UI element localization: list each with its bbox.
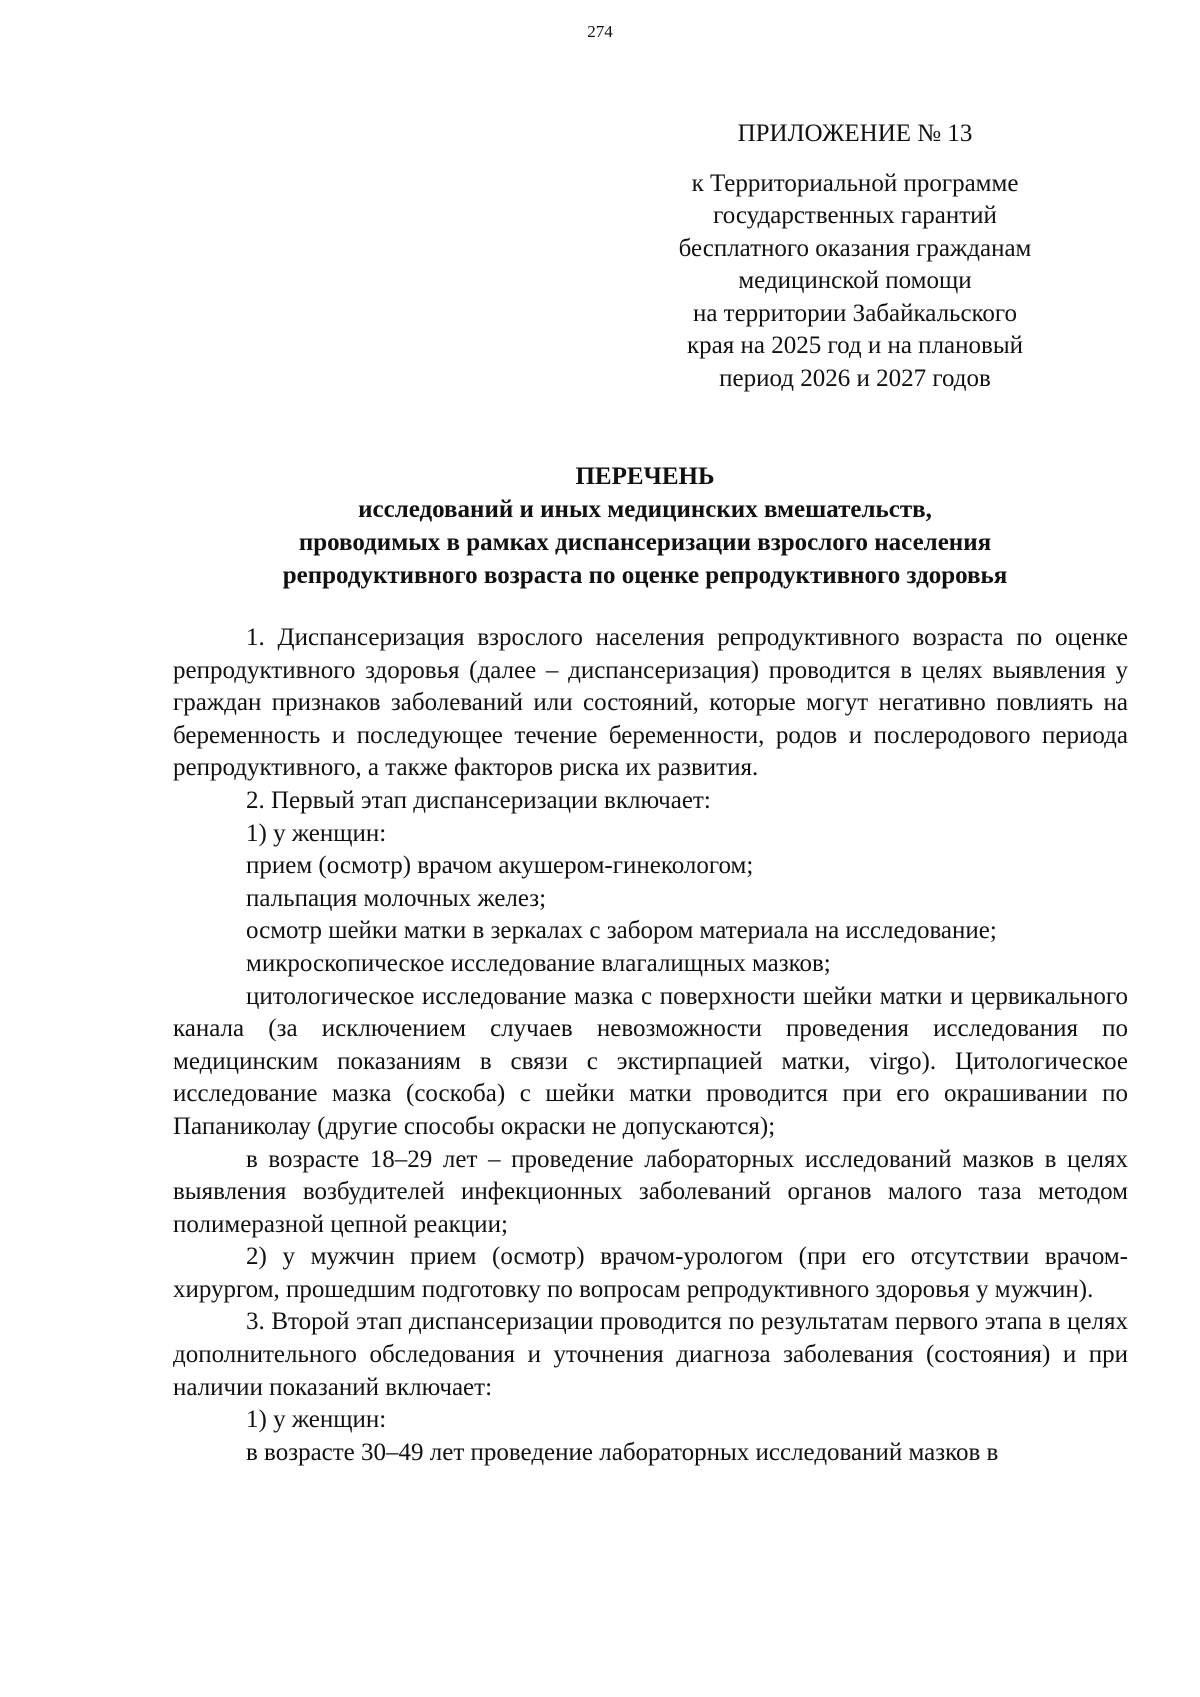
- body-paragraph: пальпация молочных желез;: [246, 884, 547, 912]
- appendix-line: на территории Забайкальского: [692, 299, 1018, 327]
- appendix-title: ПРИЛОЖЕНИЕ № 13: [737, 120, 973, 147]
- body-paragraph: цитологическое исследование мазка с поверхности шейки матки и цервикального канала (за исключением случаев невозможности проведения исследования по медицинским показаниям в связи с экстирпацией матки, virgo). Цитологическое исследование мазка (соскоба) с шейки матки проводится при его окрашивании по Папаниколау (другие способы окраски не допускаются);: [173, 982, 1128, 1140]
- document-heading: ПЕРЕЧЕНЬ: [575, 463, 715, 490]
- appendix-header: [620, 118, 1090, 395]
- body-paragraph: 1) у женщин:: [246, 819, 387, 847]
- body-paragraph: в возрасте 30–49 лет проведение лабораторных исследований мазков в: [246, 1438, 999, 1466]
- body-paragraph: 2. Первый этап диспансеризации включает:: [246, 786, 711, 814]
- body-paragraph: осмотр шейки матки в зеркалах с забором материала на исследование;: [246, 917, 997, 945]
- appendix-line: к Территориальной программе: [691, 169, 1019, 197]
- appendix-line: медицинской помощи: [738, 267, 972, 294]
- body-paragraph: в возрасте 18–29 лет – проведение лабораторных исследований мазков в целях выявления возбудителей инфекционных заболеваний органов малого таза методом полимеразной цепной реакции;: [173, 1145, 1128, 1238]
- appendix-line: период 2026 и 2027 годов: [719, 364, 991, 392]
- document-title: [150, 460, 1140, 592]
- appendix-line: государственных гарантий: [713, 202, 997, 229]
- document-subtitle-line: исследований и иных медицинских вмешательств,: [358, 496, 932, 523]
- body-paragraph: микроскопическое исследование влагалищных мазков;: [246, 949, 831, 977]
- body-paragraph: 3. Второй этап диспансеризации проводится по результатам первого этапа в целях дополнительного обследования и уточнения диагноза заболевания (состояния) и при наличии показаний включает:: [173, 1308, 1128, 1401]
- page-number: 274: [587, 22, 613, 41]
- body-paragraph: 1) у женщин:: [246, 1406, 387, 1434]
- body-paragraph: 1. Диспансеризация взрослого населения репродуктивного возраста по оценке репродуктивного здоровья (далее – диспансеризация) проводится в целях выявления у граждан признаков заболеваний или состояний, которые могут негативно повлиять на беременность и последующее течение беременности, родов и послеродового периода репродуктивного, а также факторов риска их развития.: [173, 624, 1128, 782]
- document-body: [173, 622, 1128, 1469]
- body-paragraph: 2) у мужчин прием (осмотр) врачом-урологом (при его отсутствии врачом-хирургом, прошедшим подготовку по вопросам репродуктивного здоровья у мужчин).: [173, 1243, 1128, 1303]
- appendix-line: края на 2025 год и на плановый: [686, 332, 1023, 359]
- document-subtitle-line: проводимых в рамках диспансеризации взрослого населения: [298, 529, 992, 556]
- body-paragraph: прием (осмотр) врачом акушером-гинекологом;: [246, 852, 754, 880]
- document-subtitle-line: репродуктивного возраста по оценке репродуктивного здоровья: [282, 562, 1008, 589]
- appendix-line: бесплатного оказания гражданам: [678, 234, 1032, 262]
